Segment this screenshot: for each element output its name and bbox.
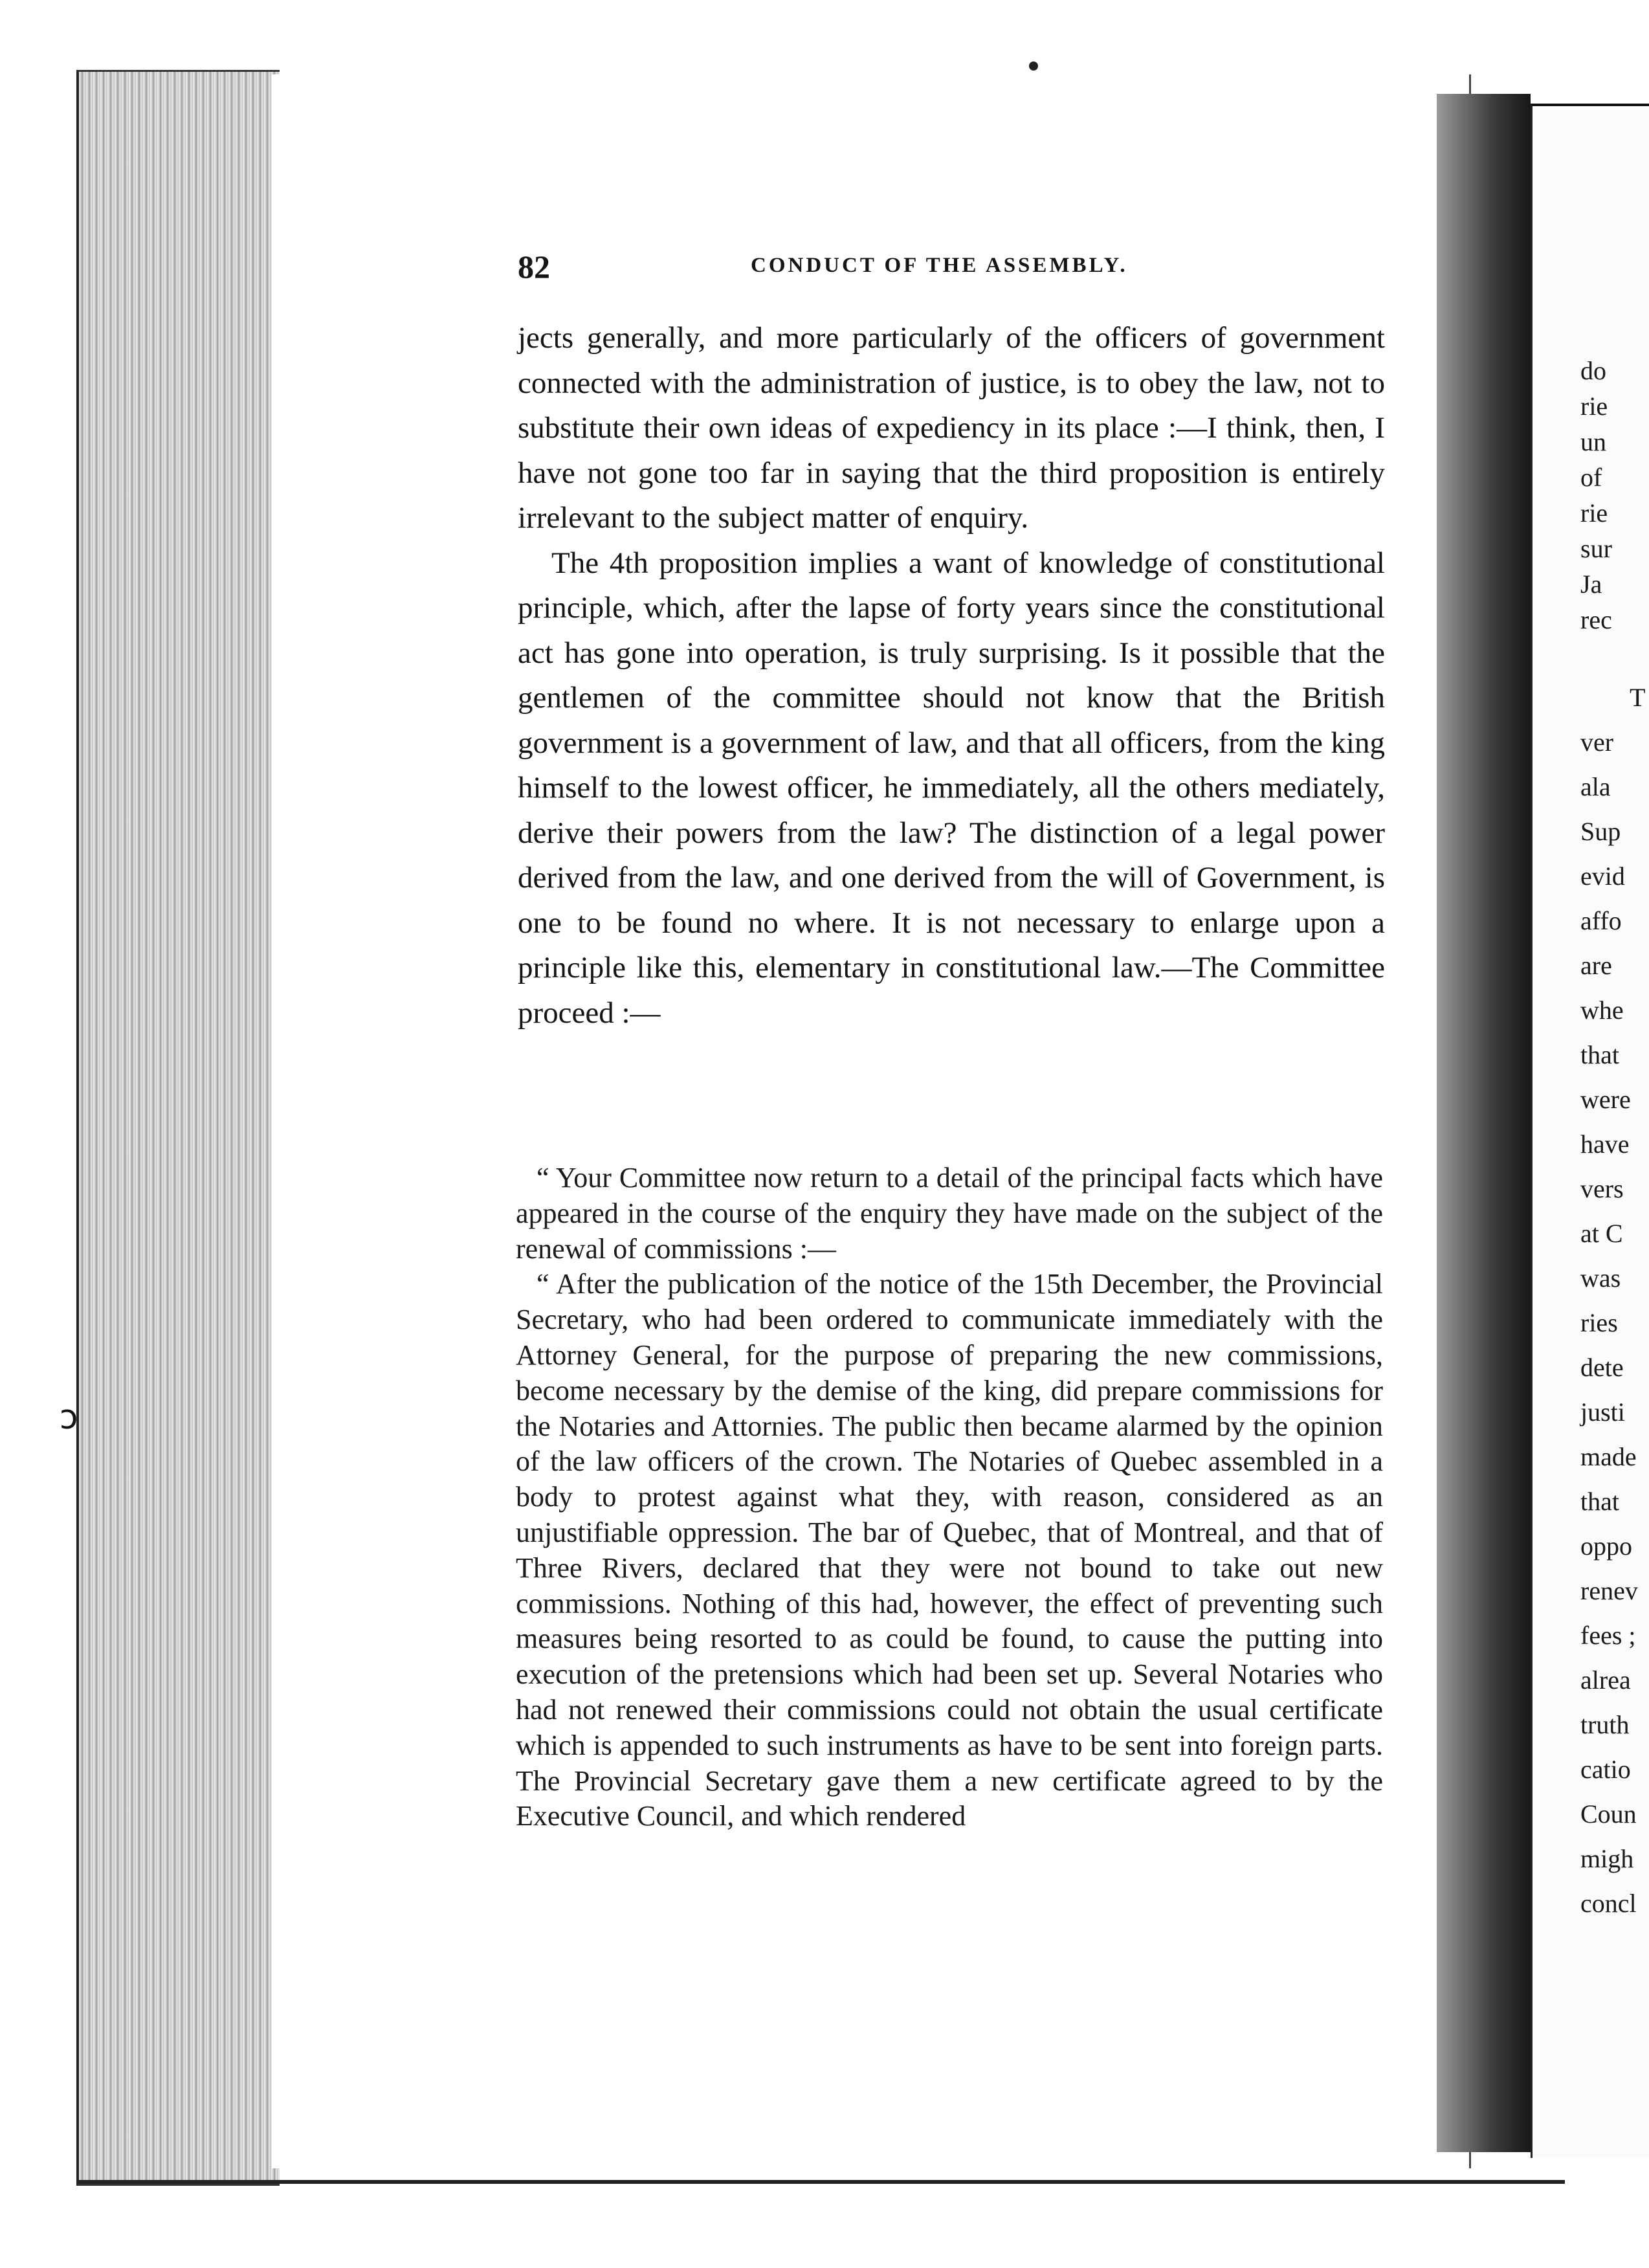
facing-page-fragment: rie [1580,392,1608,421]
facing-page-fragment: vers [1580,1174,1624,1203]
facing-page-fragment: have [1580,1129,1630,1159]
facing-page-fragment: catio [1580,1755,1631,1784]
facing-page-fragment: ala [1580,772,1611,801]
facing-page-fragment: that [1580,1040,1619,1069]
facing-page-fragment: concl [1580,1889,1637,1918]
facing-page-fragment: evid [1580,862,1625,891]
facing-page-fragment: Coun [1580,1799,1637,1829]
facing-page-fragment: rec [1580,605,1612,634]
facing-page [1531,104,1649,2158]
facing-page-fragment: T [1630,683,1646,712]
facing-page-fragment: do [1580,356,1606,385]
facing-page-fragment: were [1580,1085,1631,1114]
main-text [518,316,1385,1036]
facing-page-fragment: fees ; [1580,1621,1636,1650]
gutter-shadow [1437,94,1531,2152]
facing-page-fragment: at C [1580,1219,1623,1248]
facing-page-fragment: dete [1580,1353,1624,1382]
facing-page-fragment: sur [1580,534,1612,563]
facing-page-fragment: migh [1580,1844,1634,1873]
facing-page-fragment: affo [1580,906,1622,935]
quote-paragraph: “ After the publication of the notice of the 15th December, the Provincial Secretary, who had been ordered to communicate immediately with the Attorney General, for the purpose of preparing the new commissions, become necessary by the demise of the king, did prepare commissions for the Notaries and Attornies. The public then became alarmed by the opinion of the law officers of the crown. The Notaries of Quebec assembled in a body to protest against what they, with reason, considered as an unjustifiable oppression. The bar of Quebec, that of Montreal, and that of Three Rivers, declared that they were not bound to take out new commissions. Nothing of this had, however, the effect of preventing such measures being resorted to as could be found, to cause the putting into execution of the pretensions which had been set up. Several Notaries who had not renewed their commissions could not obtain the usual certificate which is appended to such instruments as have to be sent into foreign parts. The Provincial Secretary gave them a new certificate agreed to by the Executive Council, and which rendered [516,1268,1383,1832]
facing-page-fragment: truth [1580,1710,1630,1739]
book-page-edges [76,70,280,2186]
page-number: 82 [518,249,550,285]
facing-page-fragment: that [1580,1487,1619,1516]
running-title: CONDUCT OF THE ASSEMBLY. [751,254,1128,277]
paragraph: The 4th proposition implies a want of knowledge of constitutional principle, which, after the lapse of forty years since the constitutional act has gone into operation, is truly surprising. Is it possible that the gentlemen of the committee should not know that the British government is a government of law, and that all officers, from the king himself to the lowest officer, he immediately, all the others mediately, derive their powers from the law? The distinction of a legal power derived from the law, and one derived from the will of Government, is one to be found no where. It is not necessary to enlarge upon a principle like this, elementary in constitutional law.—The Committee proceed :— [518,546,1385,1030]
quoted-report [516,1161,1383,1834]
book-bottom-edge [76,2180,1565,2184]
facing-page-fragment: of [1580,463,1602,492]
facing-page-fragment: un [1580,427,1606,456]
paragraph: jects generally, and more particularly of the officers of government connected with the administration of justice, is to obey the law, not to substitute their own ideas of expediency in its place :—I think, then, I have not gone too far in saying that the third proposition is entirely irrelevant to the subject matter of enquiry. [518,321,1385,535]
facing-page-fragment: ries [1580,1308,1618,1337]
facing-page-fragment: justi [1580,1397,1625,1427]
facing-page-fragment: are [1580,951,1612,980]
scan-speck [1029,61,1038,71]
quote-paragraph: “ Your Committee now return to a detail of the principal facts which have appeared in the course of the enquiry they have made on the subject of the renewal of commissions :— [516,1162,1383,1265]
facing-page-fragment: was [1580,1263,1621,1293]
facing-page-fragment: alrea [1580,1665,1631,1695]
facing-page-fragment: rie [1580,498,1608,528]
facing-page-fragment: made [1580,1442,1637,1471]
facing-page-fragment: whe [1580,995,1624,1025]
margin-mark: ↄ [60,1398,78,1437]
facing-page-fragment: Ja [1580,570,1602,599]
facing-page-fragment: Sup [1580,817,1621,846]
facing-page-fragment: ver [1580,728,1614,757]
facing-page-fragment: renev [1580,1576,1638,1605]
facing-page-fragment: oppo [1580,1531,1632,1561]
